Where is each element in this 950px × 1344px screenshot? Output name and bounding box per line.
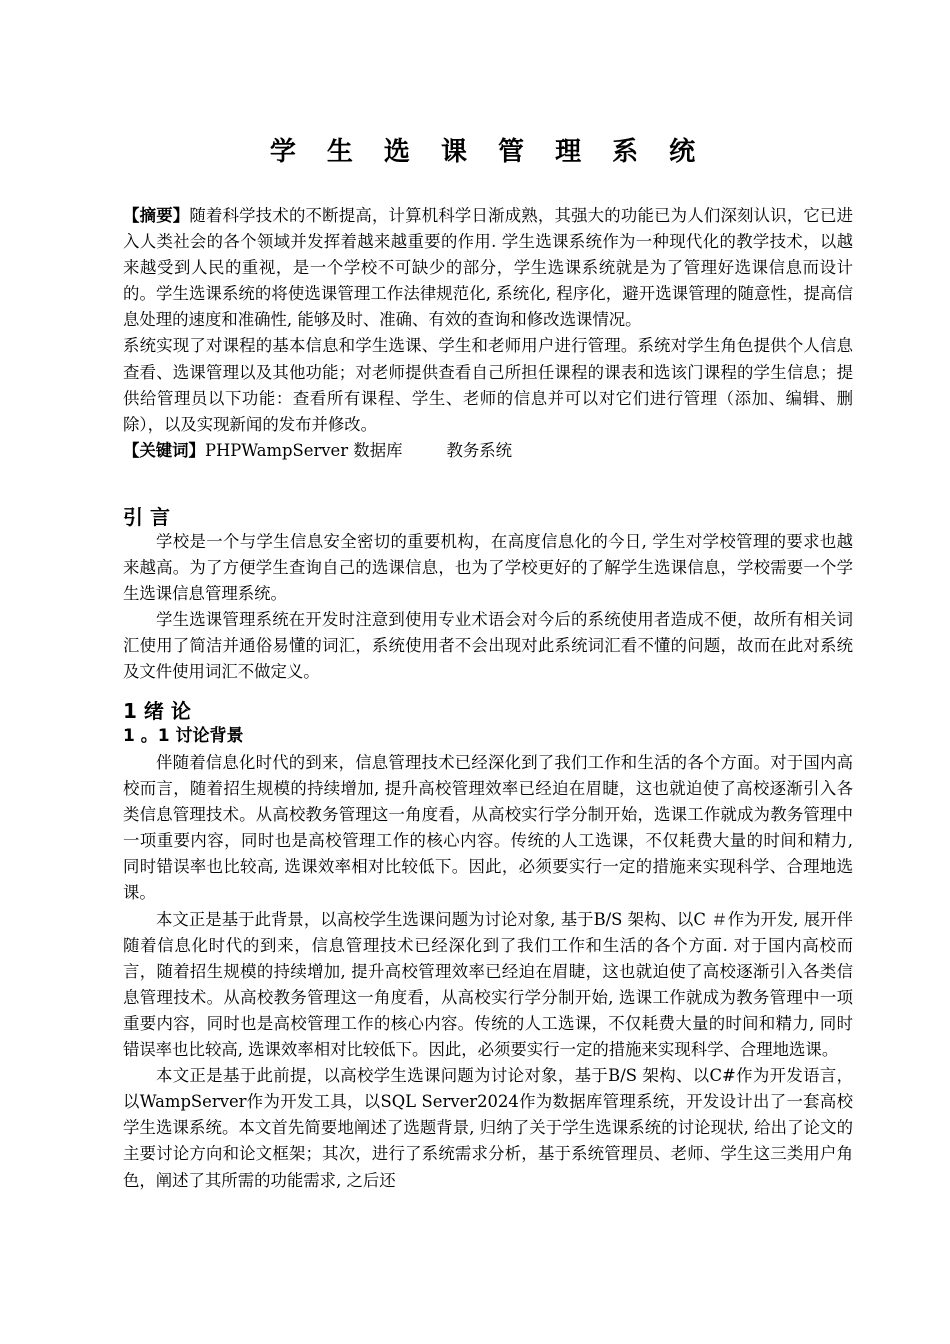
- abstract-paragraph-2: 系统实现了对课程的基本信息和学生选课、学生和老师用户进行管理。系统对学生角色提供个人信息查看、选课管理以及其他功能；对老师提供查看自己所担任课程的课表和选该门课程的学生信息；提供给管理员以下功能：查看所有课程、学生、老师的信息并可以对它们进行管理（添加、编辑、删除），以及实现新闻的发布并修改。: [123, 336, 853, 434]
- body-paragraph: 本文正是基于此前提，以高校学生选课问题为讨论对象，基于B/S 架构、以C#作为开发语言，以WampServer作为开发工具，以SQL Server2024作为数据库管理系统，开发设计出了一套高校学生选课系统。本文首先简要地阐述了选题背景, 归纳了关于学生选课系统的讨论现状, 给出了论文的主要讨论方向和论文框架；其次，进行了系统需求分析，基于系统管理员、老师、学生这三类用户角色，阐述了其所需的功能需求, 之后还: [123, 1066, 853, 1190]
- body-paragraph: 本文正是基于此背景，以高校学生选课问题为讨论对象, 基于B/S 架构、以C ＃作为开发, 展开伴随着信息化时代的到来，信息管理技术已经深化到了我们工作和生活的各个方面. 对于国内高校而言，随着招生规模的持续增加, 提升高校管理效率已经迫在眉睫，这也就迫使了高校逐渐引入各类信息管理技术。从高校教务管理这一角度看，从高校实行学分制开始, 选课工作就成为教务管理中一项重要内容，同时也是高校管理工作的核心内容。传统的人工选课，不仅耗费大量的时间和精力, 同时错误率也比较高, 选课效率相对比较低下。因此，必须要实行一定的措施来实现科学、合理地选课。: [123, 909, 853, 1060]
- body-paragraph: 伴随着信息化时代的到来，信息管理技术已经深化到了我们工作和生活的各个方面。对于国内高校而言，随着招生规模的持续增加, 提升高校管理效率已经迫在眉睫，这也就迫使了高校逐渐引入各类信息管理技术。从高校教务管理这一角度看，从高校实行学分制开始，选课工作就成为教务管理中一项重要内容，同时也是高校管理工作的核心内容。传统的人工选课，不仅耗费大量的时间和精力, 同时错误率也比较高, 选课效率相对比较低下。因此，必须要实行一定的措施来实现科学、合理地选课。: [123, 753, 853, 903]
- intro-paragraph: 学校是一个与学生信息安全密切的重要机构，在高度信息化的今日, 学生对学校管理的要求也越来越高。为了方便学生查询自己的选课信息，也为了学校更好的了解学生选课信息，学校需要一个学生选课信息管理系统。: [123, 532, 853, 604]
- abstract-tag: 【摘要】: [123, 206, 190, 225]
- keyword-item: PHPWampServer 数据库: [204, 440, 403, 460]
- section-heading: 1 。1 讨论背景: [123, 726, 244, 746]
- chapter-heading: 1 绪 论: [123, 699, 191, 723]
- document-title: 学 生 选 课 管 理 系 统: [269, 137, 707, 167]
- keywords-tag: 【关键词】: [123, 440, 205, 460]
- abstract-text: 随着科学技术的不断提高，计算机科学日渐成熟，其强大的功能已为人们深刻认识，它已进入人类社会的各个领域并发挥着越来越重要的作用. 学生选课系统作为一种现代化的教学技术，以越来越受到人民的重视，是一个学校不可缺少的部分，学生选课系统就是为了管理好选课信息而设计的。学生选课系统的将使选课管理工作法律规范化, 系统化, 程序化，避开选课管理的随意性，提高信息处理的速度和准确性, 能够及时、准确、有效的查询和修改选课情况。: [123, 206, 854, 330]
- abstract-block: [123, 203, 853, 464]
- chapter-body: [123, 750, 853, 1194]
- intro-block: [123, 529, 853, 686]
- intro-paragraph: 学生选课管理系统在开发时注意到使用专业术语会对今后的系统使用者造成不便，故所有相关词汇使用了简洁并通俗易懂的词汇，系统使用者不会出现对此系统词汇看不懂的问题，故而在此对系统及文件使用词汇不做定义。: [123, 610, 853, 682]
- abstract-paragraph: [123, 203, 853, 333]
- keyword-item: 教务系统: [446, 440, 513, 460]
- keywords-line: [123, 438, 853, 464]
- intro-heading: 引 言: [123, 505, 170, 529]
